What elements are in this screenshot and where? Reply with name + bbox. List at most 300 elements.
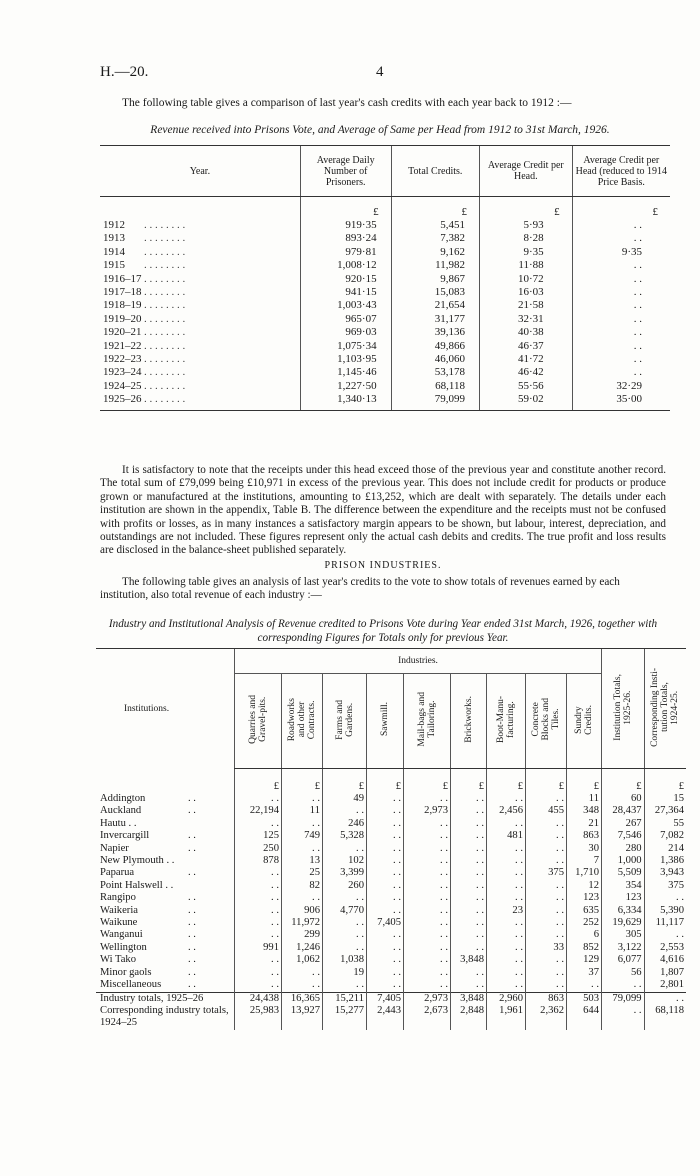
value-cell: . . [451,793,487,805]
per-head-cell: 8·28 [479,232,572,245]
value-cell: . . [526,818,567,830]
unit-symbol: £ [572,197,670,220]
total-cell: 503 [567,992,602,1005]
value-cell: 375 [644,880,686,892]
value-cell: 267 [602,818,645,830]
year-label: 1914 [103,245,125,258]
value-cell: 11 [282,805,323,817]
total-credits-cell: 39,136 [391,326,479,339]
value-cell: 1,062 [282,954,323,966]
value-cell: . . [487,967,526,979]
value-cell: 12 [567,880,602,892]
leader-dots: . . . . . . . . [144,286,186,299]
revenue-table-body [100,197,670,411]
year-cell [100,393,300,410]
value-cell: 6 [567,929,602,941]
total-cell: 2,973 [404,992,451,1005]
units-row [96,769,686,794]
institution-cell [96,855,235,867]
value-cell: . . [404,830,451,842]
value-cell: 60 [602,793,645,805]
institution-cell [96,805,235,817]
value-cell: . . [404,979,451,992]
value-cell: 2,456 [487,805,526,817]
institution-cell [96,830,235,842]
total-cell: 2,443 [367,1005,404,1030]
value-cell: . . [367,818,404,830]
institution-cell [96,843,235,855]
value-cell: . . [235,880,282,892]
value-cell: . . [526,892,567,904]
table-row [100,246,670,259]
table-row [100,286,670,299]
value-cell: . . [404,793,451,805]
total-cell: 15,211 [323,992,367,1005]
value-cell: 6,077 [602,954,645,966]
value-cell: 1,710 [567,867,602,879]
institution-cell [96,867,235,879]
value-cell: 280 [602,843,645,855]
leader-dots: . . [188,941,196,953]
year-label: 1923–24 [103,366,142,379]
total-cell: 16,365 [282,992,323,1005]
table-row [96,843,686,855]
value-cell: . . [235,867,282,879]
value-cell: 7,405 [367,917,404,929]
basis-cell: . . [572,259,670,272]
col-industry [282,674,323,769]
basis-cell: . . [572,232,670,245]
year-cell [100,246,300,259]
value-cell: 3,399 [323,867,367,879]
value-cell: 2,973 [404,805,451,817]
value-cell: . . [235,793,282,805]
unit-symbol: £ [451,769,487,794]
unit-symbol: £ [367,769,404,794]
col-label: Roadworks and other Contracts. [287,697,317,742]
value-cell: . . [451,917,487,929]
basis-cell: . . [572,366,670,379]
year-label: 1912 [103,219,125,231]
table-row [100,299,670,312]
total-cell: 863 [526,992,567,1005]
col-label: Quarries and Gravel-pits. [248,695,268,744]
value-cell: . . [526,979,567,992]
col-label: Sundry Credits. [574,704,594,735]
industries-group-header: Industries. [235,649,602,674]
value-cell: 129 [567,954,602,966]
total-cell: 3,848 [451,992,487,1005]
value-cell: . . [367,942,404,954]
avg-prisoners-cell: 969·03 [300,326,391,339]
value-cell: 2,801 [644,979,686,992]
year-cell [100,353,300,366]
table-row [96,818,686,830]
table-row [100,340,670,353]
leader-dots: . . . . . . . . [144,219,186,231]
leader-dots: . . . . . . . . [144,312,186,325]
value-cell: . . [567,979,602,992]
totals-label: Corresponding industry totals, 1924–25 [100,1004,229,1029]
per-head-cell: 16·03 [479,286,572,299]
value-cell: . . [367,880,404,892]
value-cell: . . [367,967,404,979]
avg-prisoners-cell: 919·35 [300,219,391,232]
value-cell: 252 [567,917,602,929]
unit-symbol: £ [567,769,602,794]
value-cell: . . [487,867,526,879]
col-industry [367,674,404,769]
value-cell: . . [487,979,526,992]
leader-dots: . . [188,842,196,854]
institution-cell [96,793,235,805]
value-cell: 7,546 [602,830,645,842]
value-cell: . . [487,942,526,954]
year-cell [100,326,300,339]
leader-dots: . . [188,867,196,879]
value-cell: 1,038 [323,954,367,966]
value-cell: 5,390 [644,905,686,917]
value-cell: 455 [526,805,567,817]
body-paragraph [100,464,666,558]
value-cell: 6,334 [602,905,645,917]
avg-prisoners-cell: 1,145·46 [300,366,391,379]
page-number: 4 [376,64,384,80]
value-cell: . . [451,855,487,867]
institution-name: Wellington [100,941,147,953]
value-cell: . . [487,929,526,941]
value-cell: 906 [282,905,323,917]
year-cell [100,340,300,353]
leader-dots: . . [188,805,196,817]
value-cell: 37 [567,967,602,979]
value-cell: 5,509 [602,867,645,879]
value-cell: . . [526,967,567,979]
col-industry [323,674,367,769]
value-cell: . . [404,818,451,830]
col-avg-prisoners: Average Daily Number of Prisoners. [300,146,391,197]
value-cell: 5,328 [323,830,367,842]
basis-cell: . . [572,219,670,232]
institution-cell [96,954,235,966]
per-head-cell: 55·56 [479,380,572,393]
basis-cell: . . [572,340,670,353]
value-cell: 22,194 [235,805,282,817]
value-cell: . . [282,979,323,992]
paragraph-text: It is satisfactory to note that the receipts under this head exceed those of the previous year and constitute another record. The total sum of £79,099 being £10,971 in excess of the previous year. This does not include credit for products or produce grown or manufactured at the institutions, amounting to £13,252, which are dealt with separately. The details under each institution are shown in the appendix, Table B. The difference between the expenditure and the receipts must not be confused with profits or losses, as in many instances a satisfactory margin appears to be shown, but labour, interest, depreciation, and outstandings are not included. These figures represent only the actual cash debits and credits. The true profit and loss results are disclosed in the balance-sheet published separately. [100,464,666,557]
total-credits-cell: 46,060 [391,353,479,366]
value-cell: . . [404,867,451,879]
total-cell: 24,438 [235,992,282,1005]
value-cell: 348 [567,805,602,817]
report-code: H.—20. [100,64,149,80]
leader-dots: . . [188,917,196,929]
total-cell: . . [602,1005,645,1030]
year-label: 1916–17 [103,272,142,285]
total-cell: 644 [567,1005,602,1030]
value-cell: 4,770 [323,905,367,917]
value-cell: . . [487,880,526,892]
value-cell: 123 [602,892,645,904]
basis-cell: 32·29 [572,380,670,393]
unit-symbol: £ [479,197,572,220]
total-cell: 68,118 [644,1005,686,1030]
value-cell: . . [367,843,404,855]
year-cell [100,313,300,326]
value-cell: . . [235,917,282,929]
col-industry [451,674,487,769]
value-cell: 55 [644,818,686,830]
leader-dots: . . . . . . . . [144,393,186,406]
value-cell: . . [235,818,282,830]
leader-dots: . . [188,979,196,991]
leader-dots: . . [188,929,196,941]
basis-cell: . . [572,313,670,326]
col-label: Boot-Manu- facturing. [496,696,516,743]
value-cell: 23 [487,905,526,917]
table-row [96,905,686,917]
intro-text-2: The following table gives an analysis of last year's credits to the vote to show totals of revenues earned by each institution, also total revenue of each industry :— [100,576,620,602]
value-cell: . . [323,942,367,954]
unit-symbol: £ [391,197,479,220]
value-cell: . . [282,892,323,904]
institution-name: Auckland [100,805,142,817]
institution-name: Point Halswell . . [100,879,174,891]
value-cell: . . [404,954,451,966]
avg-prisoners-cell: 893·24 [300,232,391,245]
value-cell: . . [526,905,567,917]
value-cell: . . [451,880,487,892]
col-avg-credit-1914: Average Credit per Head (reduced to 1914 Price Basis. [572,146,670,197]
table-row [100,273,670,286]
year-cell [100,299,300,312]
value-cell: 863 [567,830,602,842]
col-label: Corresponding Insti- tution Totals, 1924-25. [650,667,681,747]
value-cell: . . [323,929,367,941]
value-cell: 246 [323,818,367,830]
leader-dots: . . . . . . . . [144,299,186,312]
value-cell: 19 [323,967,367,979]
institution-name: New Plymouth . . [100,855,175,867]
year-label: 1924–25 [103,379,142,392]
value-cell: 1,000 [602,855,645,867]
value-cell: 49 [323,793,367,805]
per-head-cell: 5·93 [479,219,572,232]
value-cell: 19,629 [602,917,645,929]
revenue-table [100,145,670,411]
year-cell [100,273,300,286]
value-cell: . . [323,805,367,817]
col-industry [404,674,451,769]
leader-dots: . . [188,892,196,904]
col-total-credits: Total Credits. [391,146,479,197]
total-cell: 7,405 [367,992,404,1005]
value-cell: 13 [282,855,323,867]
total-credits-cell: 53,178 [391,366,479,379]
value-cell: 7 [567,855,602,867]
avg-prisoners-cell: 1,103·95 [300,353,391,366]
table-row [96,967,686,979]
table-row [100,380,670,393]
value-cell: . . [282,818,323,830]
leader-dots: . . [188,904,196,916]
per-head-cell: 46·37 [479,340,572,353]
value-cell: . . [451,892,487,904]
year-label: 1925–26 [103,393,142,406]
unit-symbol: £ [526,769,567,794]
avg-prisoners-cell: 1,340·13 [300,393,391,410]
basis-cell: . . [572,273,670,286]
value-cell: 11,972 [282,917,323,929]
value-cell: . . [404,892,451,904]
table-row [100,219,670,232]
institution-cell [96,967,235,979]
value-cell: 11 [567,793,602,805]
table-row [100,313,670,326]
per-head-cell: 21·58 [479,299,572,312]
year-cell [100,380,300,393]
basis-cell: . . [572,326,670,339]
year-cell [100,366,300,379]
value-cell: . . [451,979,487,992]
value-cell: . . [404,929,451,941]
value-cell: 2,553 [644,942,686,954]
value-cell: 125 [235,830,282,842]
total-cell: 13,927 [282,1005,323,1030]
institution-name: Minor gaols [100,966,152,978]
col-institutions: Institutions. [96,649,235,769]
value-cell: 991 [235,942,282,954]
total-cell: . . [644,992,686,1005]
value-cell: 3,848 [451,954,487,966]
value-cell: . . [235,892,282,904]
value-cell: . . [235,979,282,992]
per-head-cell: 10·72 [479,273,572,286]
col-label: Sawmill. [380,702,390,737]
total-credits-cell: 68,118 [391,380,479,393]
total-cell: 2,362 [526,1005,567,1030]
value-cell: 354 [602,880,645,892]
total-credits-cell: 49,866 [391,340,479,353]
per-head-cell: 9·35 [479,246,572,259]
per-head-cell: 11·88 [479,259,572,272]
value-cell: 749 [282,830,323,842]
total-cell: 1,961 [487,1005,526,1030]
value-cell: . . [323,843,367,855]
value-cell: . . [451,929,487,941]
value-cell: . . [487,917,526,929]
leader-dots: . . . . . . . . [144,245,186,258]
value-cell: 481 [487,830,526,842]
value-cell: . . [526,917,567,929]
leader-dots: . . . . . . . . [144,232,186,245]
leader-dots: . . . . . . . . [144,366,186,379]
value-cell: . . [526,954,567,966]
year-label: 1915 [103,259,125,272]
institution-name: Addington [100,793,146,804]
table-row [100,232,670,245]
value-cell: . . [451,867,487,879]
col-corresponding-totals [644,649,686,769]
value-cell: . . [367,905,404,917]
intro-text-1: The following table gives a comparison of last year's cash credits with each year back to 1912 :— [122,97,572,109]
value-cell: 3,122 [602,942,645,954]
year-cell [100,232,300,245]
value-cell: 1,386 [644,855,686,867]
value-cell: . . [602,979,645,992]
total-cell: 25,983 [235,1005,282,1030]
value-cell: 28,437 [602,805,645,817]
total-credits-cell: 5,451 [391,219,479,232]
value-cell: . . [404,917,451,929]
value-cell: 852 [567,942,602,954]
year-label: 1920–21 [103,326,142,339]
value-cell: 30 [567,843,602,855]
value-cell: . . [367,867,404,879]
total-credits-cell: 11,982 [391,259,479,272]
table-row [96,892,686,904]
value-cell: 214 [644,843,686,855]
institution-name: Paparua [100,867,135,879]
value-cell: . . [367,892,404,904]
year-label: 1913 [103,232,125,245]
basis-cell: 35·00 [572,393,670,410]
value-cell: . . [487,954,526,966]
table-row [96,979,686,992]
value-cell: . . [367,793,404,805]
value-cell: . . [526,793,567,805]
total-cell: 2,673 [404,1005,451,1030]
col-label: Brickworks. [463,696,474,743]
col-industry [567,674,602,769]
unit-symbol: £ [300,197,391,220]
leader-dots: . . . . . . . . [144,259,186,272]
industry-table-head [96,649,686,769]
value-cell: . . [235,905,282,917]
value-cell: 375 [526,867,567,879]
institution-name: Rangipo [100,892,136,904]
table-row [96,954,686,966]
value-cell: . . [487,818,526,830]
total-cell: 15,277 [323,1005,367,1030]
year-cell [100,259,300,272]
value-cell: . . [451,905,487,917]
value-cell: . . [282,967,323,979]
col-label: Mail-bags and Tailoring. [417,692,437,747]
avg-prisoners-cell: 965·07 [300,313,391,326]
institution-cell [96,979,235,992]
institution-cell [96,818,235,830]
table-row [96,805,686,817]
value-cell: . . [323,917,367,929]
totals-row [96,1005,686,1030]
unit-symbol: £ [282,769,323,794]
avg-prisoners-cell: 1,003·43 [300,299,391,312]
institution-name: Hautu . . [100,817,137,829]
value-cell: 305 [602,929,645,941]
value-cell: . . [451,830,487,842]
avg-prisoners-cell: 941·15 [300,286,391,299]
year-cell [100,286,300,299]
totals-label: Industry totals, 1925–26 [96,992,235,1005]
col-label: Farms and Gardens. [334,699,355,740]
header-row-1 [96,649,686,674]
value-cell: . . [367,805,404,817]
total-credits-cell: 31,177 [391,313,479,326]
value-cell: 878 [235,855,282,867]
value-cell: . . [487,855,526,867]
total-credits-cell: 9,867 [391,273,479,286]
